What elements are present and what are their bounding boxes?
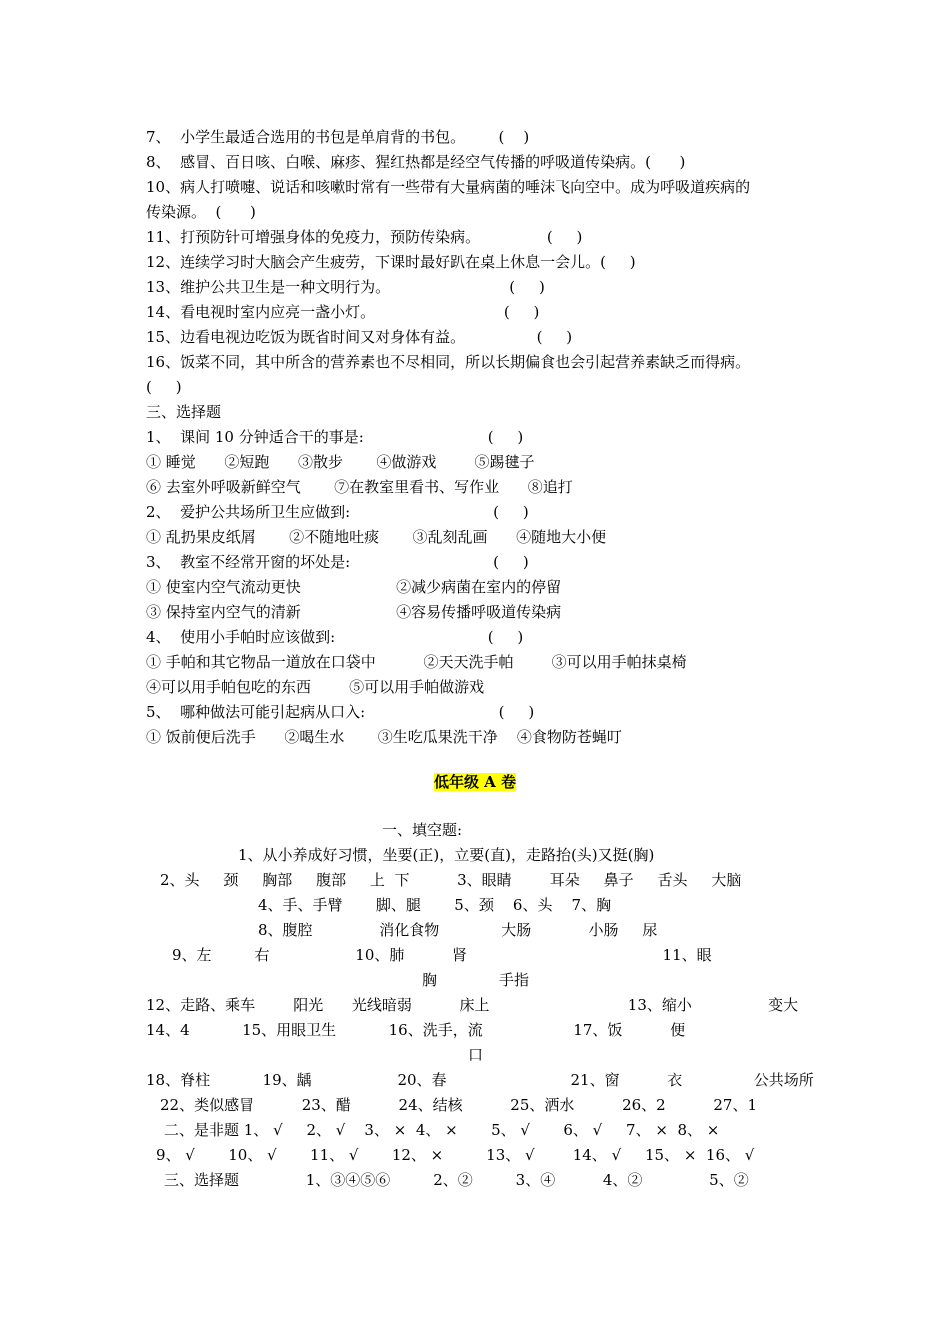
choice-1-options-a: ① 睡觉 ②短跑 ③散步 ④做游戏 ⑤踢毽子 [146, 453, 535, 471]
answer-fill-16-cont: 口 [468, 1046, 484, 1064]
answer-fill-11-cont: 胸 手指 [422, 971, 529, 989]
answer-key-title-wrap [0, 772, 950, 792]
choice-4-options-a: ① 手帕和其它物品一道放在口袋中 ②天天洗手帕 ③可以用手帕抹桌椅 [146, 653, 687, 671]
judgment-10-cont: 传染源。 ( ) [146, 203, 256, 221]
judgment-15: 15、边看电视边吃饭为既省时间又对身体有益。 ( ) [146, 328, 573, 346]
choice-3-options-b: ③ 保持室内空气的清新 ④容易传播呼吸道传染病 [146, 603, 562, 621]
answer-key-title: 低年级 A 卷 [433, 773, 517, 791]
judgment-13: 13、维护公共卫生是一种文明行为。 ( ) [146, 278, 545, 296]
choice-3: 3、 教室不经常开窗的坏处是: ( ) [146, 553, 529, 571]
answer-fill-2-3: 2、头 颈 胸部 腹部 上 下 3、眼睛 耳朵 鼻子 舌头 大脑 [160, 871, 742, 889]
answer-fill-12-13: 12、走路、乘车 阳光 光线暗弱 床上 13、缩小 变大 [146, 996, 799, 1014]
judgment-12: 12、连续学习时大脑会产生疲劳，下课时最好趴在桌上休息一会儿。( ) [146, 253, 636, 271]
choice-5: 5、 哪种做法可能引起病从口入: ( ) [146, 703, 535, 721]
choice-3-options-a: ① 使室内空气流动更快 ②减少病菌在室内的停留 [146, 578, 562, 596]
choice-4: 4、 使用小手帕时应该做到: ( ) [146, 628, 524, 646]
judgment-14: 14、看电视时室内应亮一盏小灯。 ( ) [146, 303, 540, 321]
choice-1: 1、 课间 10 分钟适合干的事是: ( ) [146, 428, 524, 446]
answer-fill-14-17: 14、4 15、用眼卫生 16、洗手，流 17、饭 便 [146, 1021, 686, 1039]
answer-fill-title: 一、填空题: [382, 821, 463, 839]
choice-2-options: ① 乱扔果皮纸屑 ②不随地吐痰 ③乱刻乱画 ④随地大小便 [146, 528, 607, 546]
judgment-16: 16、饭菜不同，其中所含的营养素也不尽相同，所以长期偏食也会引起营养素缺乏而得病。 [146, 353, 751, 371]
choice-4-options-b: ④可以用手帕包吃的东西 ⑤可以用手帕做游戏 [146, 678, 485, 696]
judgment-10: 10、病人打喷嚏、说话和咳嗽时常有一些带有大量病菌的唾沫飞向空中。成为呼吸道疾病的 [146, 178, 751, 196]
answer-judgment-a: 二、是非题 1、 √ 2、 √ 3、 × 4、 × 5、 √ 6、 √ 7、 × 8、 × [164, 1121, 720, 1139]
answer-fill-4-7: 4、手、手臂 脚、腿 5、颈 6、头 7、胸 [258, 896, 612, 914]
choice-1-options-b: ⑥ 去室外呼吸新鲜空气 ⑦在教室里看书、写作业 ⑧追打 [146, 478, 573, 496]
answer-fill-1: 1、从小养成好习惯，坐要(正)，立要(直)，走路抬(头)又挺(胸) [238, 846, 655, 864]
answer-judgment-b: 9、 √ 10、 √ 11、 √ 12、 × 13、 √ 14、 √ 15、 × 16、 √ [156, 1146, 755, 1164]
choice-5-options: ① 饭前便后洗手 ②喝生水 ③生吃瓜果洗干净 ④食物防苍蝇叮 [146, 728, 622, 746]
judgment-11: 11、打预防针可增强身体的免疫力，预防传染病。 ( ) [146, 228, 583, 246]
answer-choice: 三、选择题 1、③④⑤⑥ 2、② 3、④ 4、② 5、② [164, 1171, 749, 1189]
judgment-16-cont: ( ) [146, 378, 182, 396]
answer-fill-22-27: 22、类似感冒 23、醋 24、结核 25、洒水 26、2 27、1 [160, 1096, 758, 1114]
answer-fill-9-11: 9、左 右 10、肺 肾 11、眼 [172, 946, 712, 964]
answer-fill-8: 8、腹腔 消化食物 大肠 小肠 尿 [258, 921, 658, 939]
judgment-7: 7、 小学生最适合选用的书包是单肩背的书包。 ( ) [146, 128, 530, 146]
judgment-8: 8、 感冒、百日咳、白喉、麻疹、猩红热都是经空气传播的呼吸道传染病。( ) [146, 153, 686, 171]
choice-section-title: 三、选择题 [146, 403, 222, 421]
choice-2: 2、 爱护公共场所卫生应做到: ( ) [146, 503, 529, 521]
answer-fill-18-21: 18、脊柱 19、龋 20、春 21、窗 衣 公共场所 [146, 1071, 814, 1089]
